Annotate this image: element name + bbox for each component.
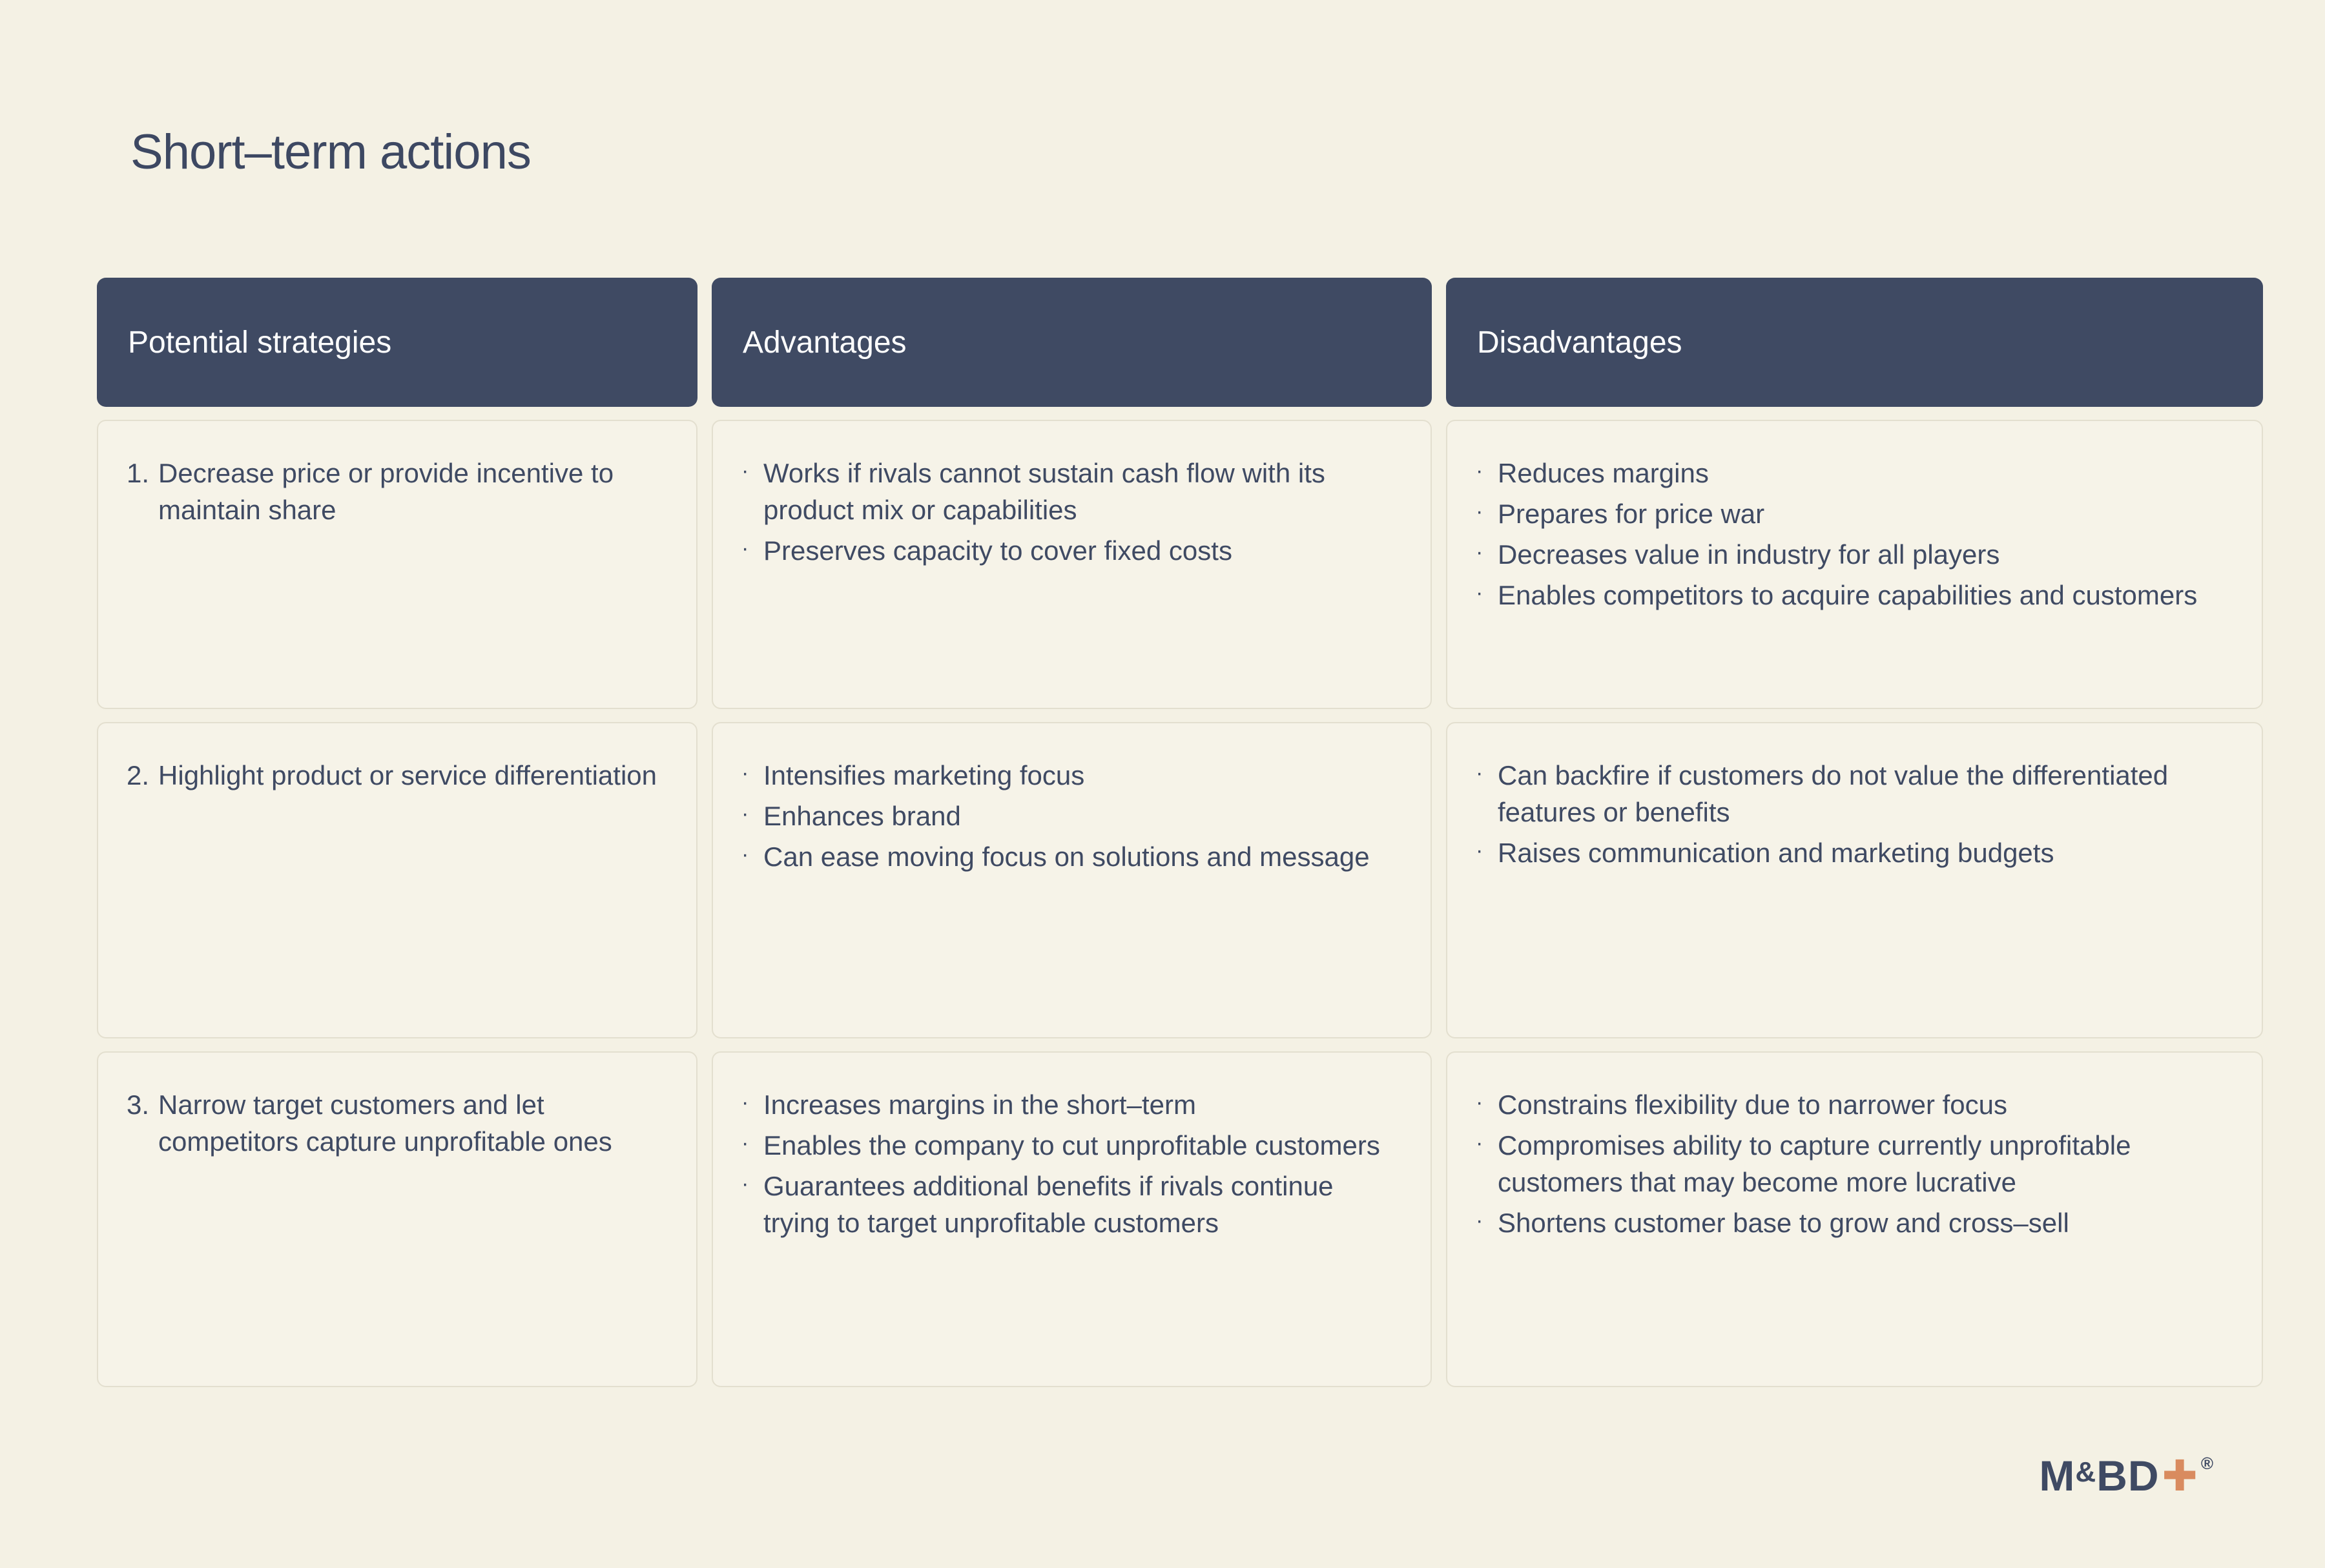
- list-item-text: Guarantees additional benefits if rivals continue trying to target unprofitable customers: [763, 1171, 1334, 1239]
- list-item-text: Shortens customer base to grow and cross–sell: [1498, 1208, 2069, 1239]
- cell-strategy: [97, 722, 698, 1038]
- advantages-list: [741, 1086, 1402, 1241]
- page-title: Short–term actions: [130, 125, 531, 180]
- brand-logo: [2039, 1451, 2214, 1501]
- cell-disadvantages: [1446, 420, 2263, 709]
- list-item-text: Enhances brand: [763, 801, 961, 832]
- list-item: [1476, 757, 2233, 830]
- table-row: [97, 1051, 2235, 1387]
- bullet-icon: ·: [1476, 581, 1483, 606]
- list-item-text: Can backfire if customers do not value the differentiated features or benefits: [1498, 760, 2169, 828]
- bullet-icon: ·: [741, 761, 749, 785]
- table-row: [97, 420, 2235, 709]
- list-item-text: Enables competitors to acquire capabilities and customers: [1498, 580, 2198, 611]
- list-item: [1476, 455, 2233, 491]
- item-text: Highlight product or service differentiation: [158, 760, 657, 790]
- disadvantages-list: [1476, 455, 2233, 614]
- list-item-text: Can ease moving focus on solutions and message: [763, 841, 1370, 872]
- strategy-table: [97, 278, 2235, 1387]
- item-number: 3.: [127, 1089, 150, 1120]
- list-item-text: Decreases value in industry for all players: [1498, 539, 2000, 570]
- bullet-icon: ·: [1476, 1090, 1483, 1115]
- list-item: [741, 532, 1402, 569]
- bullet-icon: ·: [741, 801, 749, 827]
- item-text: Narrow target customers and let competitors capture unprofitable ones: [158, 1089, 612, 1157]
- bullet-icon: ·: [741, 842, 749, 867]
- list-item: [1476, 495, 2233, 532]
- list-item-text: Raises communication and marketing budgets: [1498, 838, 2054, 869]
- list-item: [1476, 1127, 2233, 1201]
- bullet-icon: ·: [741, 1090, 749, 1115]
- table-header-row: [97, 278, 2235, 407]
- disadvantages-list: [1476, 1086, 2233, 1241]
- list-item: [741, 455, 1402, 528]
- list-item: [741, 1127, 1402, 1164]
- cell-advantages: [712, 420, 1432, 709]
- column-header-advantages: Advantages: [712, 278, 1432, 407]
- numbered-item: [127, 757, 668, 794]
- logo-ampersand: &: [2075, 1456, 2097, 1488]
- list-item: [741, 757, 1402, 794]
- list-item: [741, 1086, 1402, 1123]
- column-header-potential-strategies: Potential strategies: [97, 278, 698, 407]
- advantages-list: [741, 455, 1402, 569]
- list-item: [1476, 536, 2233, 573]
- logo-text-part2: BD: [2096, 1452, 2160, 1500]
- bullet-icon: ·: [741, 1171, 749, 1197]
- bullet-icon: ·: [741, 536, 749, 561]
- bullet-icon: ·: [1476, 459, 1483, 483]
- list-item-text: Increases margins in the short–term: [763, 1089, 1196, 1120]
- bullet-icon: ·: [1476, 499, 1483, 524]
- bullet-icon: ·: [741, 459, 749, 483]
- table-row: [97, 722, 2235, 1038]
- cell-strategy: [97, 1051, 698, 1387]
- list-item: [1476, 1086, 2233, 1123]
- list-item-text: Works if rivals cannot sustain cash flow with its product mix or capabilities: [763, 458, 1325, 526]
- list-item: [1476, 577, 2233, 614]
- bullet-icon: ·: [1476, 540, 1483, 565]
- list-item-text: Reduces margins: [1498, 458, 1709, 488]
- logo-text-part1: M: [2039, 1452, 2076, 1500]
- bullet-icon: ·: [1476, 838, 1483, 863]
- cell-advantages: [712, 722, 1432, 1038]
- advantages-list: [741, 757, 1402, 875]
- registered-trademark-icon: ®: [2200, 1454, 2214, 1473]
- list-item-text: Compromises ability to capture currently unprofitable customers that may become more lucrative: [1498, 1130, 2131, 1198]
- cell-disadvantages: [1446, 1051, 2263, 1387]
- list-item: [741, 838, 1402, 875]
- list-item-text: Intensifies marketing focus: [763, 760, 1085, 790]
- disadvantages-list: [1476, 757, 2233, 871]
- list-item-text: Preserves capacity to cover fixed costs: [763, 535, 1232, 566]
- bullet-icon: ·: [1476, 1208, 1483, 1233]
- item-number: 1.: [127, 458, 150, 488]
- bullet-icon: ·: [741, 1131, 749, 1156]
- list-item: [741, 798, 1402, 834]
- item-number: 2.: [127, 760, 150, 790]
- cell-advantages: [712, 1051, 1432, 1387]
- cross-icon: ✚: [2162, 1452, 2198, 1500]
- list-item: [1476, 1204, 2233, 1241]
- list-item: [741, 1168, 1402, 1241]
- cell-strategy: [97, 420, 698, 709]
- column-header-disadvantages: Disadvantages: [1446, 278, 2263, 407]
- item-text: Decrease price or provide incentive to maintain share: [158, 458, 614, 526]
- bullet-icon: ·: [1476, 761, 1483, 785]
- numbered-item: [127, 1086, 668, 1160]
- list-item: [1476, 834, 2233, 871]
- list-item-text: Prepares for price war: [1498, 499, 1765, 530]
- numbered-item: [127, 455, 668, 528]
- bullet-icon: ·: [1476, 1131, 1483, 1156]
- list-item-text: Enables the company to cut unprofitable customers: [763, 1130, 1380, 1161]
- cell-disadvantages: [1446, 722, 2263, 1038]
- list-item-text: Constrains flexibility due to narrower focus: [1498, 1089, 2008, 1120]
